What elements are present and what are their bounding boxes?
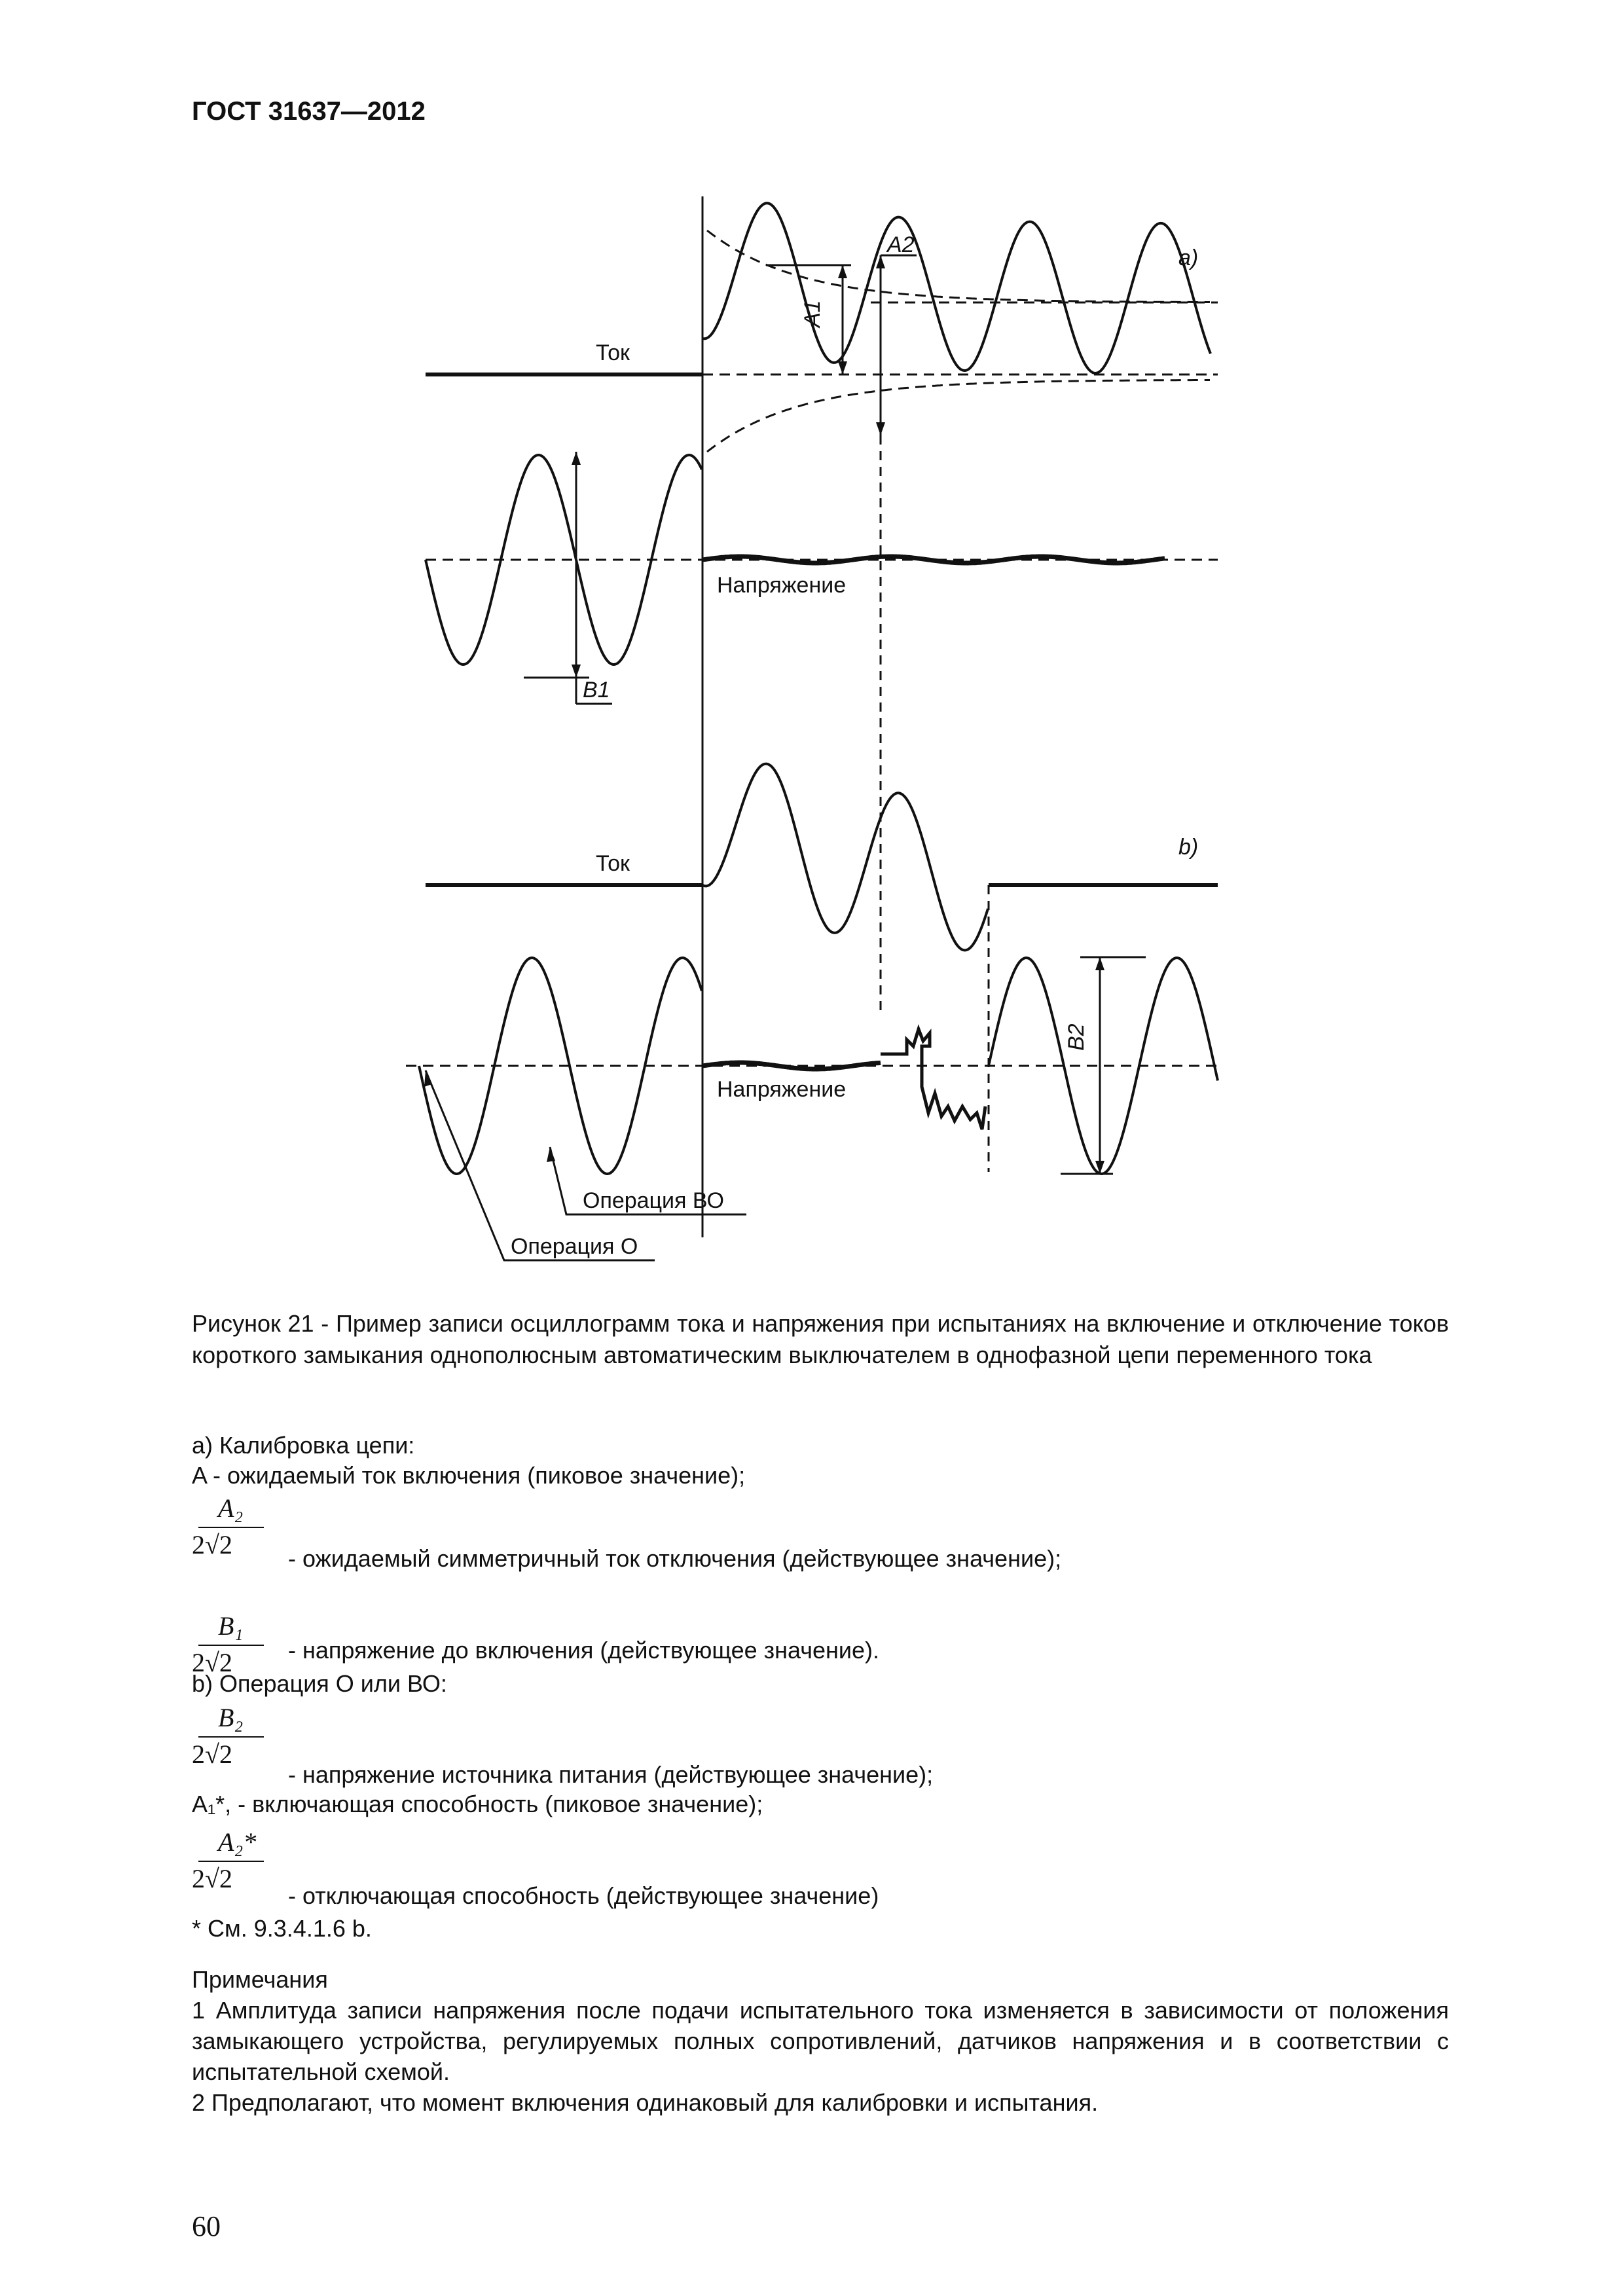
document-header: ГОСТ 31637—2012 bbox=[192, 97, 426, 126]
op-bo-label: Операция ВО bbox=[583, 1188, 724, 1213]
panel-a-label: a) bbox=[1178, 246, 1199, 270]
notes-block bbox=[192, 1964, 1449, 2118]
current-b-label: Ток bbox=[596, 851, 630, 876]
legend-a1-line: A₁*, - включающая способность (пиковое значение); bbox=[192, 1791, 763, 1817]
label-b2: B2 bbox=[1064, 1023, 1089, 1051]
notes-title: Примечания bbox=[192, 1966, 328, 1993]
label-a2: A2 bbox=[887, 232, 915, 257]
legend-a-title: а) Калибровка цепи: bbox=[192, 1432, 415, 1459]
current-b-waveform bbox=[702, 764, 988, 951]
envelope-top bbox=[707, 230, 1210, 302]
panel-b-label: b) bbox=[1178, 835, 1199, 860]
label-a1: A1 bbox=[800, 300, 825, 327]
page-number: 60 bbox=[192, 2210, 221, 2242]
op-o-label: Операция О bbox=[511, 1234, 638, 1259]
label-b1: B1 bbox=[583, 678, 610, 702]
voltage-a-label: Напряжение bbox=[717, 573, 847, 598]
voltage-b-label: Напряжение bbox=[717, 1077, 847, 1102]
fraction-b2-desc: - напряжение источника питания (действующее значение); bbox=[288, 1761, 934, 1788]
voltage-b-residual bbox=[702, 1063, 881, 1069]
current-a-waveform bbox=[702, 203, 1211, 373]
footnote: * См. 9.3.4.1.6 b. bbox=[192, 1915, 372, 1942]
fraction-a2-desc: - ожидаемый симметричный ток отключения (действующее значение); bbox=[288, 1545, 1062, 1572]
figure-caption: Рисунок 21 - Пример записи осциллограмм тока и напряжения при испытаниях на включение и отключение токов короткого замыкания однополюсным автоматическим выключателем в однофазной цепи переменного тока bbox=[192, 1310, 1449, 1368]
fraction-b1-desc: - напряжение до включения (действующее значение). bbox=[288, 1637, 880, 1664]
current-a-label: Ток bbox=[596, 340, 630, 365]
note-1: 1 Амплитуда записи напряжения после подачи испытательного тока изменяется в зависимости от положения замыкающего устройства, регулируемых полных сопротивлений, датчиков напряжения и в соответствии с испытательной схемой. bbox=[192, 1997, 1449, 2085]
legend-b-title: b) Операция О или ВО: bbox=[192, 1670, 447, 1697]
voltage-b-bounce bbox=[881, 1029, 985, 1129]
note-2: 2 Предполагают, что момент включения одинаковый для калибровки и испытания. bbox=[192, 2089, 1099, 2116]
legend-a-line: A - ожидаемый ток включения (пиковое значение); bbox=[192, 1462, 746, 1489]
op-o-leader bbox=[426, 1070, 655, 1260]
voltage-a-residual bbox=[702, 556, 1165, 563]
envelope-bottom bbox=[707, 380, 1210, 452]
fraction-a2-star-desc: - отключающая способность (действующее значение) bbox=[288, 1882, 879, 1909]
